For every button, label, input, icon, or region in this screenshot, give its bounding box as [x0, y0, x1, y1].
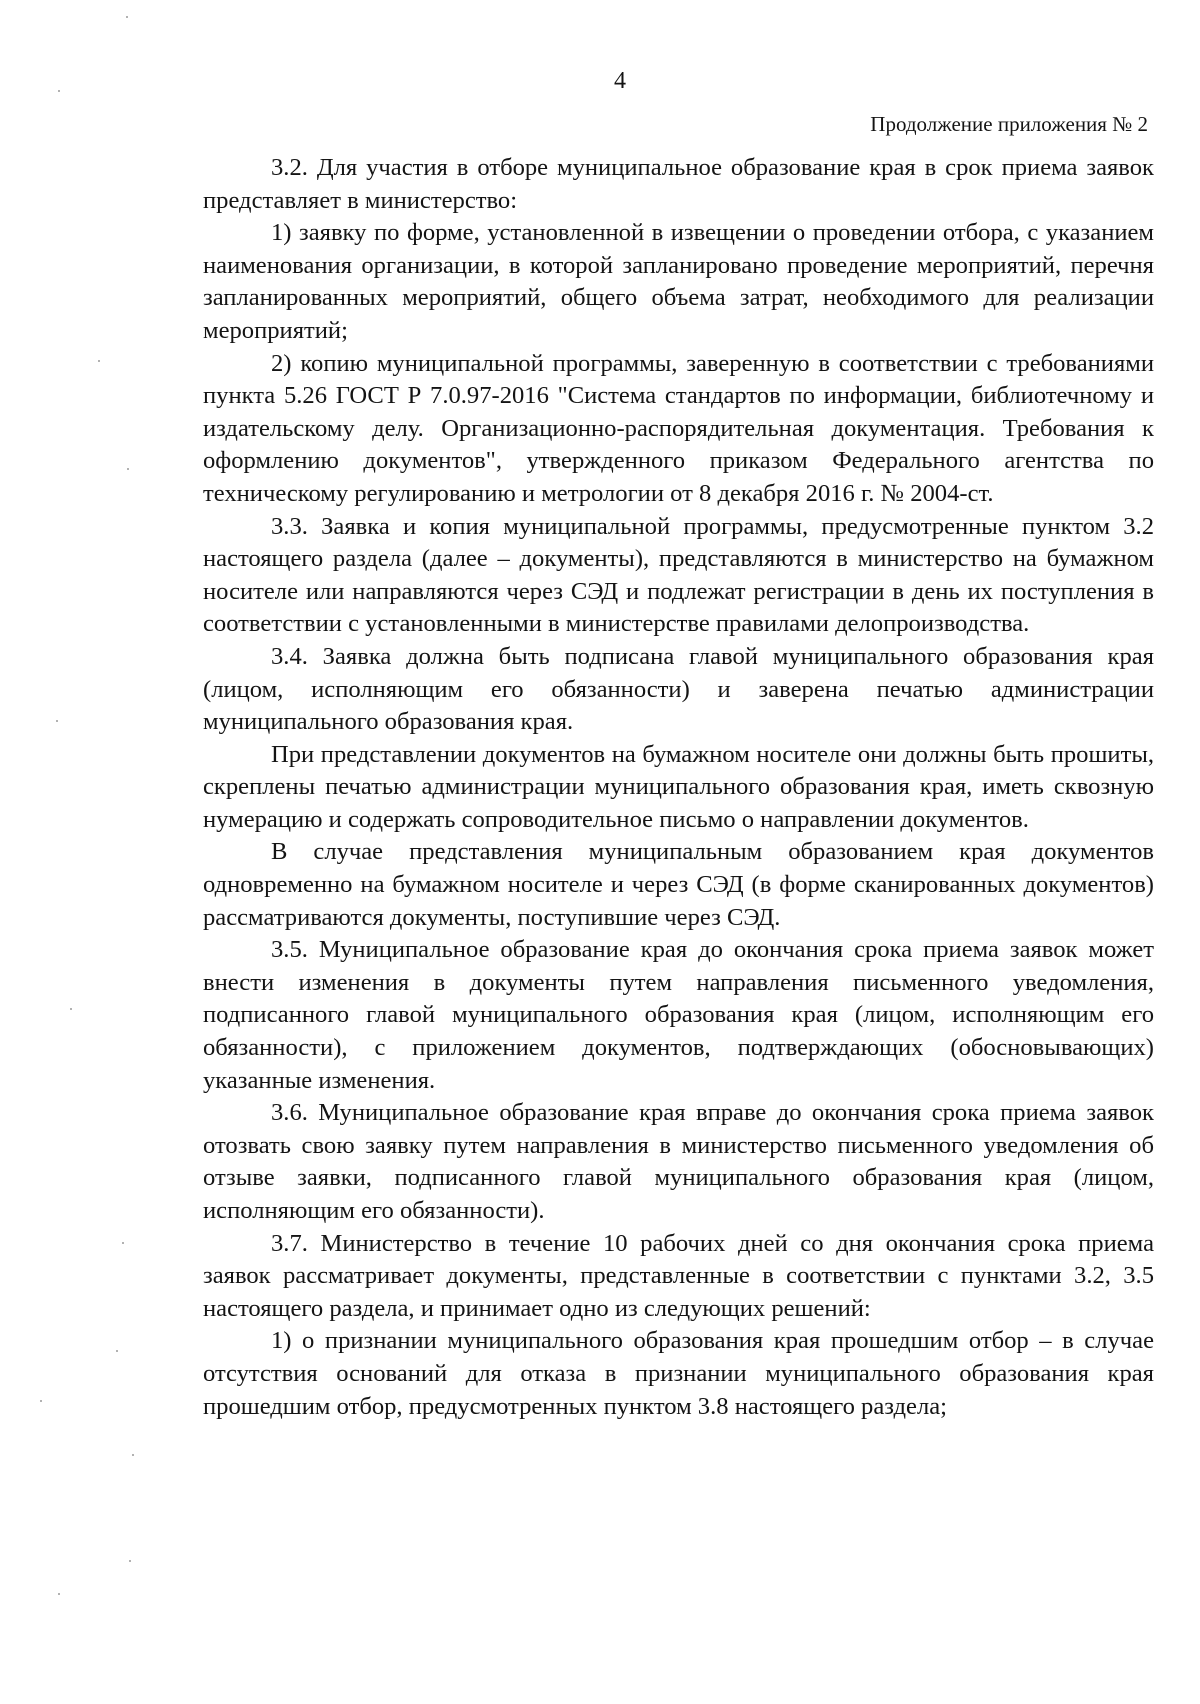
- paragraph-3-5: 3.5. Муниципальное образование края до окончания срока приема заявок может внести изменения в документы путем направления письменного уведомления, подписанного главой муниципального образования края (лицом, исполняющим его обязанности), с приложением документов, подтверждающих (обосновывающих) указанные изменения.: [203, 936, 1154, 1094]
- scan-speck: [132, 1454, 134, 1456]
- scan-speck: [126, 16, 128, 18]
- appendix-continuation-label: Продолжение приложения № 2: [870, 112, 1148, 136]
- scan-speck: [40, 1400, 42, 1402]
- paragraph-3-2: 3.2. Для участия в отборе муниципальное образование края в срок приема заявок представляет в министерство:: [203, 154, 1154, 214]
- paragraph-3-2-item-2: 2) копию муниципальной программы, заверенную в соответствии с требованиями пункта 5.26 ГОСТ Р 7.0.97-2016 "Система стандартов по информации, библиотечному и издательскому делу. Организационно-распорядительная документация. Требования к оформлению документов", утвержденного приказом Федерального агентства по техническому регулированию и метрологии от 8 декабря 2016 г. № 2004-ст.: [203, 349, 1154, 507]
- document-body: [203, 152, 1154, 1423]
- scan-speck: [70, 1008, 72, 1010]
- scan-speck: [116, 1350, 118, 1352]
- scan-speck: [129, 1560, 131, 1562]
- scan-speck: [58, 90, 60, 92]
- paragraph-paper-submission: При представлении документов на бумажном носителе они должны быть прошиты, скреплены печатью администрации муниципального образования края, иметь сквозную нумерацию и содержать сопроводительное письмо о направлении документов.: [203, 740, 1154, 833]
- scan-speck: [98, 360, 100, 362]
- scan-speck: [56, 720, 58, 722]
- paragraph-3-7-item-1: 1) о признании муниципального образования края прошедшим отбор – в случае отсутствия оснований для отказа в признании муниципального образования края прошедшим отбор, предусмотренных пунктом 3.8 настоящего раздела;: [203, 1327, 1154, 1420]
- paragraph-3-7: 3.7. Министерство в течение 10 рабочих дней со дня окончания срока приема заявок рассматривает документы, представленные в соответствии с пунктами 3.2, 3.5 настоящего раздела, и принимает одно из следующих решений:: [203, 1229, 1154, 1322]
- scan-speck: [58, 1593, 60, 1595]
- paragraph-3-4: 3.4. Заявка должна быть подписана главой муниципального образования края (лицом, исполняющим его обязанности) и заверена печатью администрации муниципального образования края.: [203, 642, 1154, 736]
- paragraph-3-2-item-1: 1) заявку по форме, установленной в извещении о проведении отбора, с указанием наименования организации, в которой запланировано проведение мероприятий, перечня запланированных мероприятий, общего объема затрат, необходимого для реализации мероприятий;: [203, 219, 1154, 344]
- scan-speck: [122, 1242, 124, 1244]
- paragraph-3-6: 3.6. Муниципальное образование края вправе до окончания срока приема заявок отозвать свою заявку путем направления в министерство письменного уведомления об отзыве заявки, подписанного главой муниципального образования края (лицом, исполняющим его обязанности).: [203, 1099, 1154, 1224]
- page-number: 4: [614, 68, 626, 94]
- paragraph-3-3: 3.3. Заявка и копия муниципальной программы, предусмотренные пунктом 3.2 настоящего раздела (далее – документы), представляются в министерство на бумажном носителе или направляются через СЭД и подлежат регистрации в день их поступления в соответствии с установленными в министерстве правилами делопроизводства.: [203, 512, 1154, 638]
- paragraph-dual-submission: В случае представления муниципальным образованием края документов одновременно на бумажном носителе и через СЭД (в форме сканированных документов) рассматриваются документы, поступившие через СЭД.: [203, 838, 1154, 931]
- scan-speck: [127, 468, 129, 470]
